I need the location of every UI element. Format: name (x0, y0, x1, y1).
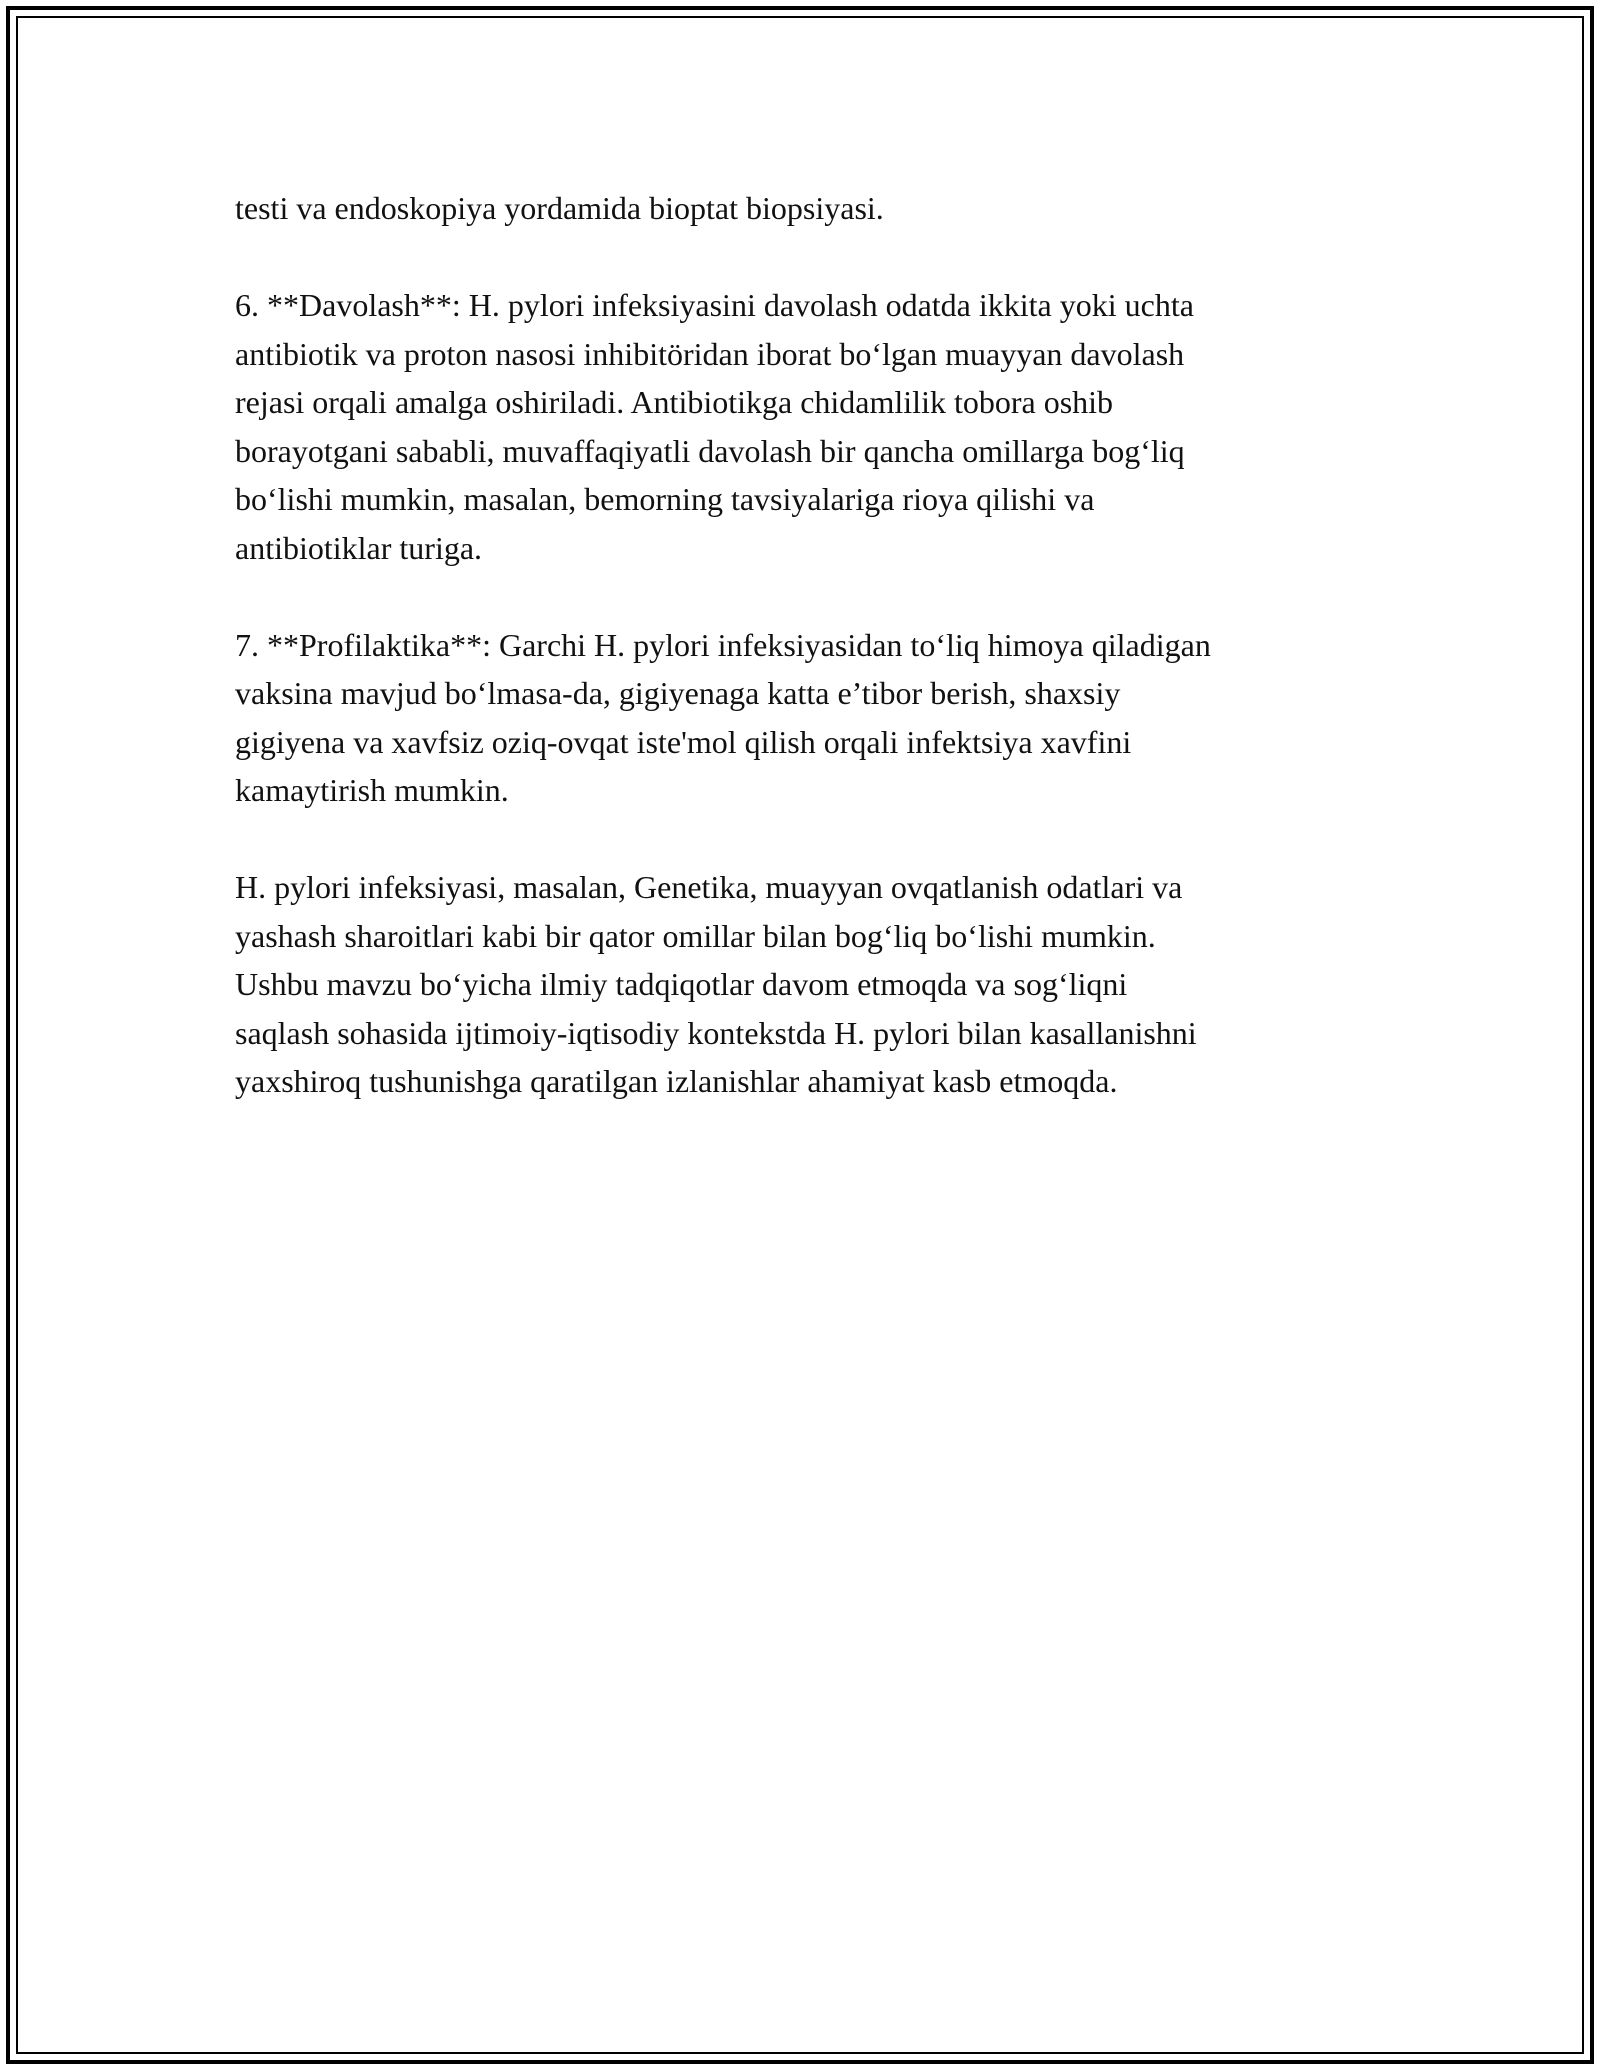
text-line: gigiyena va xavfsiz oziq-ovqat iste'mol qilish orqali infektsiya xavfini (235, 723, 1132, 760)
text-line: 6. **Davolash**: H. pylori infeksiyasini davolash odatda ikkita yoki uchta (235, 287, 1194, 323)
paragraph-conclusion (235, 863, 1375, 1106)
text-line: kamaytirish mumkin. (235, 772, 509, 808)
text-line: yaxshiroq tushunishga qaratilgan izlanishlar ahamiyat kasb etmoqda. (235, 1063, 1118, 1099)
text-line: Ushbu mavzu bo‘yicha ilmiy tadqiqotlar davom etmoqda va sog‘liqni (235, 966, 1128, 1002)
text-line: antibiotik va proton nasosi inhibitöridan iborat bo‘lgan muayyan davolash (235, 335, 1185, 372)
paragraph-biopsy-continuation (235, 184, 1375, 233)
text-line: 7. **Profilaktika**: Garchi H. pylori infeksiyasidan to‘liq himoya qiladigan (235, 626, 1211, 663)
text-line: yashash sharoitlari kabi bir qator omillar bilan bog‘liq bo‘lishi mumkin. (235, 917, 1156, 954)
document-body (235, 184, 1375, 1154)
text-line: bo‘lishi mumkin, masalan, bemorning tavsiyalariga rioya qilishi va (235, 481, 1095, 517)
text-line: antibiotiklar turiga. (235, 529, 483, 566)
text-line: saqlash sohasida ijtimoiy-iqtisodiy kontekstda H. pylori bilan kasallanishni (235, 1014, 1197, 1051)
paragraph-prophylaxis (235, 621, 1375, 815)
text-line: vaksina mavjud bo‘lmasa-da, gigiyenaga katta e’tibor berish, shaxsiy (235, 675, 1121, 711)
text-line: H. pylori infeksiyasi, masalan, Genetika, muayyan ovqatlanish odatlari va (235, 869, 1183, 905)
text-line: rejasi orqali amalga oshiriladi. Antibiotikga chidamlilik tobora oshib (235, 384, 1114, 420)
text-line: borayotgani sababli, muvaffaqiyatli davolash bir qancha omillarga bog‘liq (235, 432, 1185, 469)
paragraph-treatment (235, 281, 1375, 572)
text-line: testi va endoskopiya yordamida bioptat biopsiyasi. (235, 190, 884, 226)
